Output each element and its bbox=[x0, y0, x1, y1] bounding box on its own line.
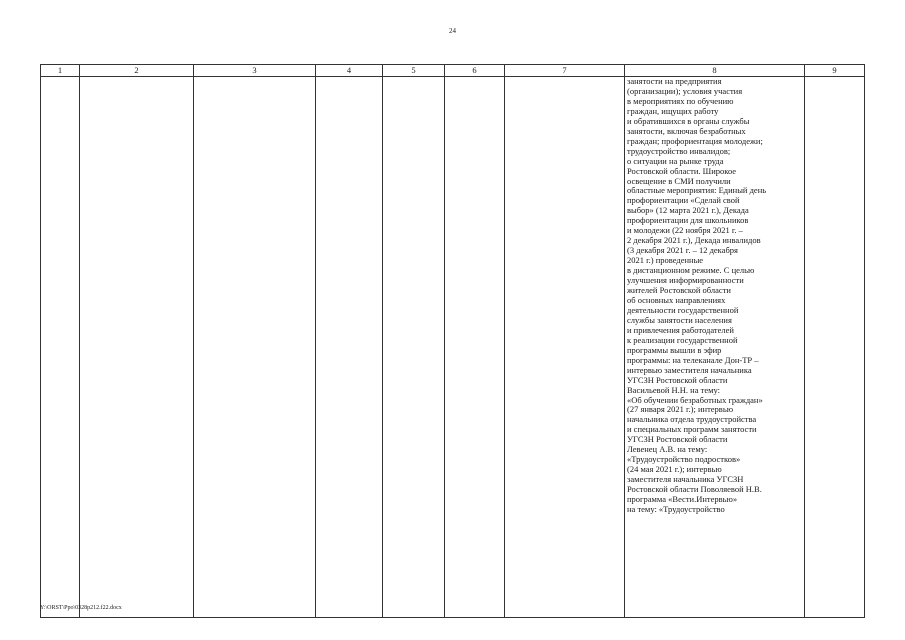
text-line: программа «Вести.Интервью» bbox=[627, 494, 738, 505]
cell-col-5 bbox=[383, 77, 445, 618]
text-line: УГСЗН Ростовской области bbox=[627, 374, 728, 385]
cell-col-1 bbox=[41, 77, 80, 618]
column-header-5: 5 bbox=[383, 65, 445, 77]
column-header-4: 4 bbox=[316, 65, 383, 77]
text-line: граждан; профориентация молодежи; bbox=[627, 135, 763, 146]
text-line: УГСЗН Ростовской области bbox=[627, 434, 728, 445]
text-line: улучшения информированности bbox=[627, 275, 744, 286]
text-line: трудоустройство инвалидов; bbox=[627, 145, 731, 156]
text-line: деятельности государственной bbox=[627, 304, 739, 315]
text-line: и привлечения работодателей bbox=[627, 324, 734, 335]
text-line: программы: на телеканале Дон-ТР – bbox=[627, 354, 759, 365]
text-line: освещение в СМИ получили bbox=[627, 175, 731, 186]
cell-col-8 bbox=[625, 77, 805, 618]
column-header-7: 7 bbox=[505, 65, 625, 77]
text-line: (27 января 2021 г.); интервью bbox=[627, 404, 734, 415]
text-line: интервью заместителя начальника bbox=[627, 364, 752, 375]
cell-col-4 bbox=[316, 77, 383, 618]
text-line: Васильевой Н.Н. на тему: bbox=[627, 384, 720, 395]
text-line: и специальных программ занятости bbox=[627, 424, 757, 435]
text-line: выбор» (12 марта 2021 г.), Декада bbox=[627, 205, 749, 216]
cell-col-2 bbox=[80, 77, 194, 618]
text-line: о ситуации на рынке труда bbox=[627, 155, 724, 166]
column-header-8: 8 bbox=[625, 65, 805, 77]
column-header-3: 3 bbox=[194, 65, 316, 77]
text-line: 2 декабря 2021 г.), Декада инвалидов bbox=[627, 235, 761, 246]
cell-col-7 bbox=[505, 77, 625, 618]
footer-file-path: Y:\ORST\Ppo\0328p212.f22.docx bbox=[40, 605, 122, 611]
text-line: Ростовской области Поволяевой Н.В. bbox=[627, 484, 762, 495]
page-number: 24 bbox=[449, 27, 456, 35]
text-line: 2021 г.) проведенные bbox=[627, 255, 704, 266]
text-line: на тему: «Трудоустройство bbox=[627, 503, 725, 514]
text-line: об основных направлениях bbox=[627, 294, 726, 305]
text-line: профориентации для школьников bbox=[627, 215, 749, 226]
text-line: «Трудоустройство подростков» bbox=[627, 454, 741, 465]
column-header-9: 9 bbox=[805, 65, 865, 77]
text-line: в мероприятиях по обучению bbox=[627, 95, 734, 106]
cell-col-3 bbox=[194, 77, 316, 618]
text-line: жителей Ростовской области bbox=[627, 285, 731, 296]
text-line: начальника отдела трудоустройства bbox=[627, 414, 757, 425]
text-line: «Об обучении безработных граждан» bbox=[627, 394, 763, 405]
column-header-1: 1 bbox=[41, 65, 80, 77]
column-header-6: 6 bbox=[445, 65, 505, 77]
text-line: заместителя начальника УГСЗН bbox=[627, 474, 744, 485]
cell-col-6 bbox=[445, 77, 505, 618]
column-number-row bbox=[41, 65, 865, 77]
text-line: и обратившихся в органы службы bbox=[627, 115, 750, 126]
text-line: занятости, включая безработных bbox=[627, 125, 746, 136]
text-line: Левенец А.В. на тему: bbox=[627, 444, 708, 455]
text-line: (организации); условия участия bbox=[627, 85, 743, 96]
text-line: программы вышли в эфир bbox=[627, 344, 722, 355]
text-line: (24 мая 2021 г.); интервью bbox=[627, 464, 722, 475]
table-row bbox=[41, 77, 865, 618]
text-line: и молодежи (22 ноября 2021 г. – bbox=[627, 225, 743, 236]
col-8-text bbox=[625, 77, 804, 515]
text-line: граждан, ищущих работу bbox=[627, 105, 719, 116]
column-header-2: 2 bbox=[80, 65, 194, 77]
cell-col-9 bbox=[805, 77, 865, 618]
text-line: к реализации государственной bbox=[627, 334, 738, 345]
text-line: в дистанционном режиме. С целью bbox=[627, 265, 755, 276]
text-line: областные мероприятия: Единый день bbox=[627, 185, 767, 196]
text-line: службы занятости населения bbox=[627, 314, 732, 325]
document-table bbox=[40, 64, 865, 618]
text-line: профориентации «Сделай свой bbox=[627, 195, 740, 206]
text-line: занятости на предприятия bbox=[627, 76, 722, 86]
text-line: (3 декабря 2021 г. – 12 декабря bbox=[627, 245, 738, 256]
text-line: Ростовской области. Широкое bbox=[627, 165, 737, 176]
